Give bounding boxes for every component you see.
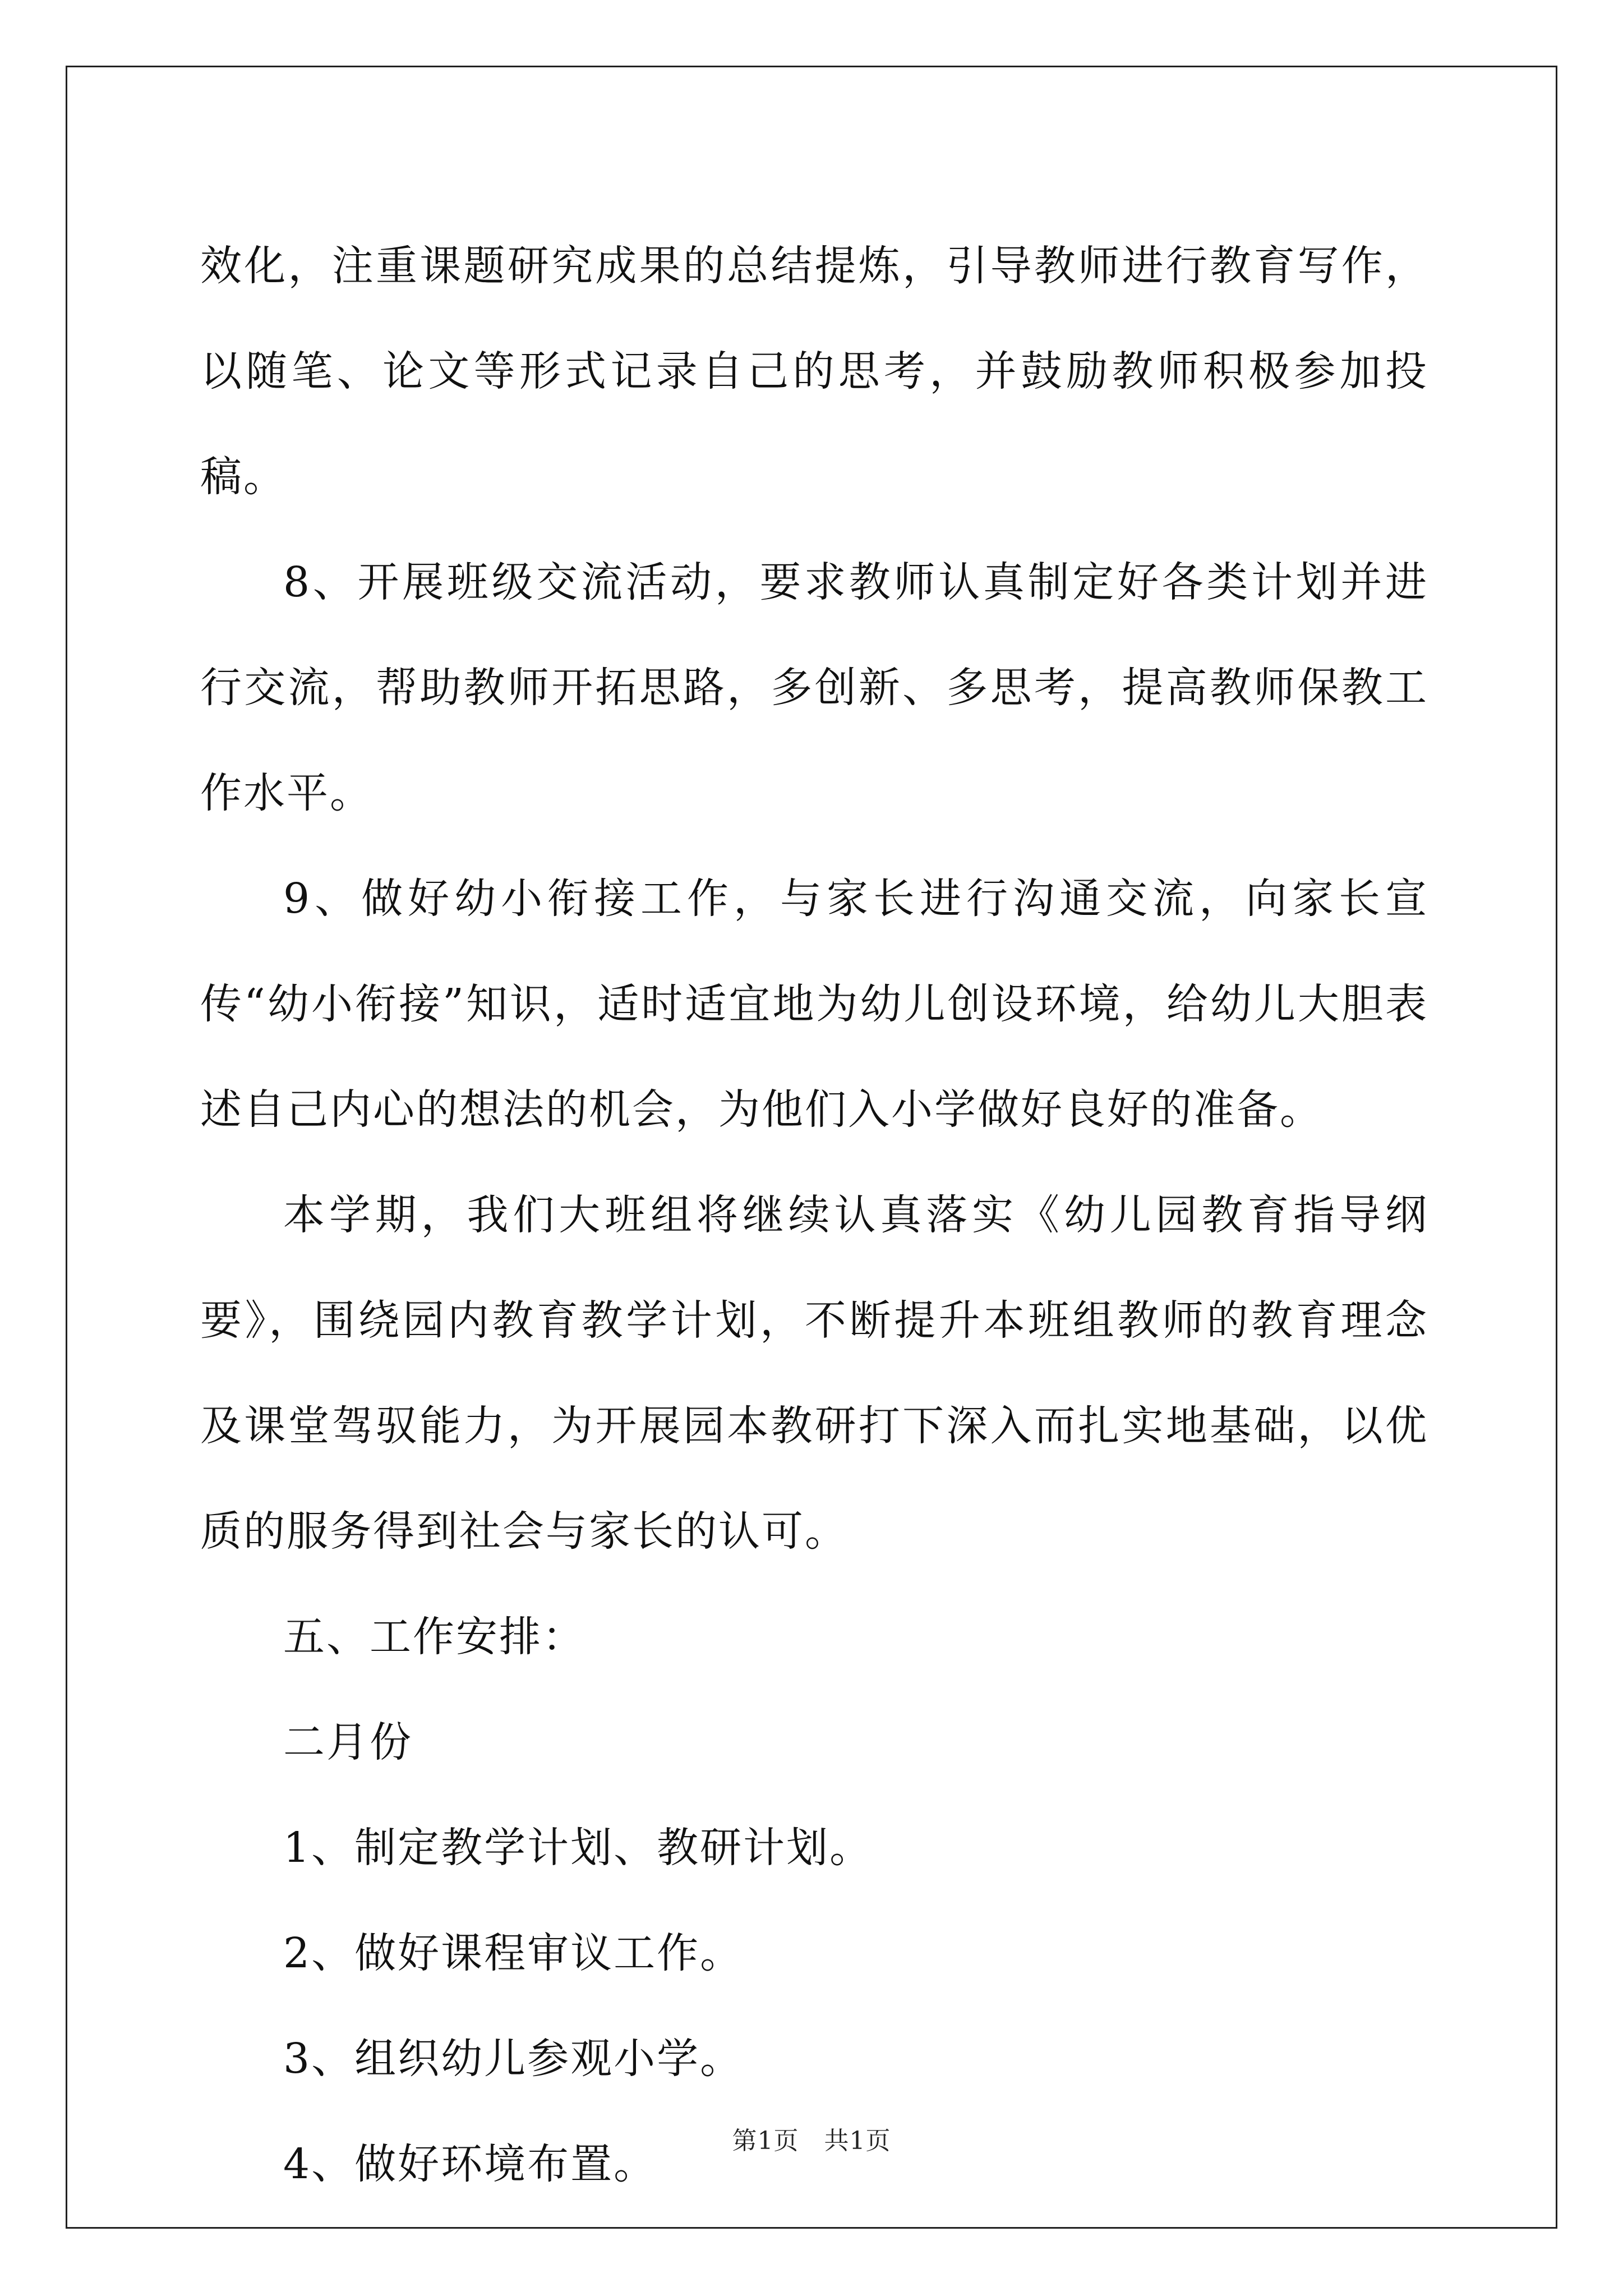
paragraph-item-8: 8、开展班级交流活动，要求教师认真制定好各类计划并进行交流，帮助教师开拓思路，多创新、多思考，提高教师保教工作水平。 [200,558,1428,817]
paragraph-continuation: 效化，注重课题研究成果的总结提炼，引导教师进行教育写作，以随笔、论文等形式记录自己的思考，并鼓励教师积极参加投稿。 [200,242,1428,501]
paragraph-summary: 本学期，我们大班组将继续认真落实《幼儿园教育指导纲要》，围绕园内教育教学计划，不断提升本班组教师的教育理念及课堂驾驭能力，为开展园本教研打下深入而扎实地基础，以优质的服务得到社会与家长的认可。 [200,1191,1428,1556]
page-footer [0,2120,1623,2156]
page-number: 第1页 共1页 [732,2127,891,2155]
list-item: 3、组织幼儿参观小学。 [283,2035,744,2083]
document-body [200,213,1428,2217]
list-item: 2、做好课程审议工作。 [283,1929,744,1977]
paragraph-item-9: 9、做好幼小衔接工作，与家长进行沟通交流，向家长宣传“幼小衔接”知识，适时适宜地为幼儿创设环境，给幼儿大胆表述自己内心的想法的机会，为他们入小学做好良好的准备。 [200,875,1428,1134]
list-item: 4、做好环境布置。 [283,2140,657,2188]
list-item: 1、制定教学计划、教研计划。 [283,1824,873,1872]
section-heading-work-arrangement: 五、工作安排： [283,1613,585,1661]
month-heading-february: 二月份 [283,1718,413,1766]
